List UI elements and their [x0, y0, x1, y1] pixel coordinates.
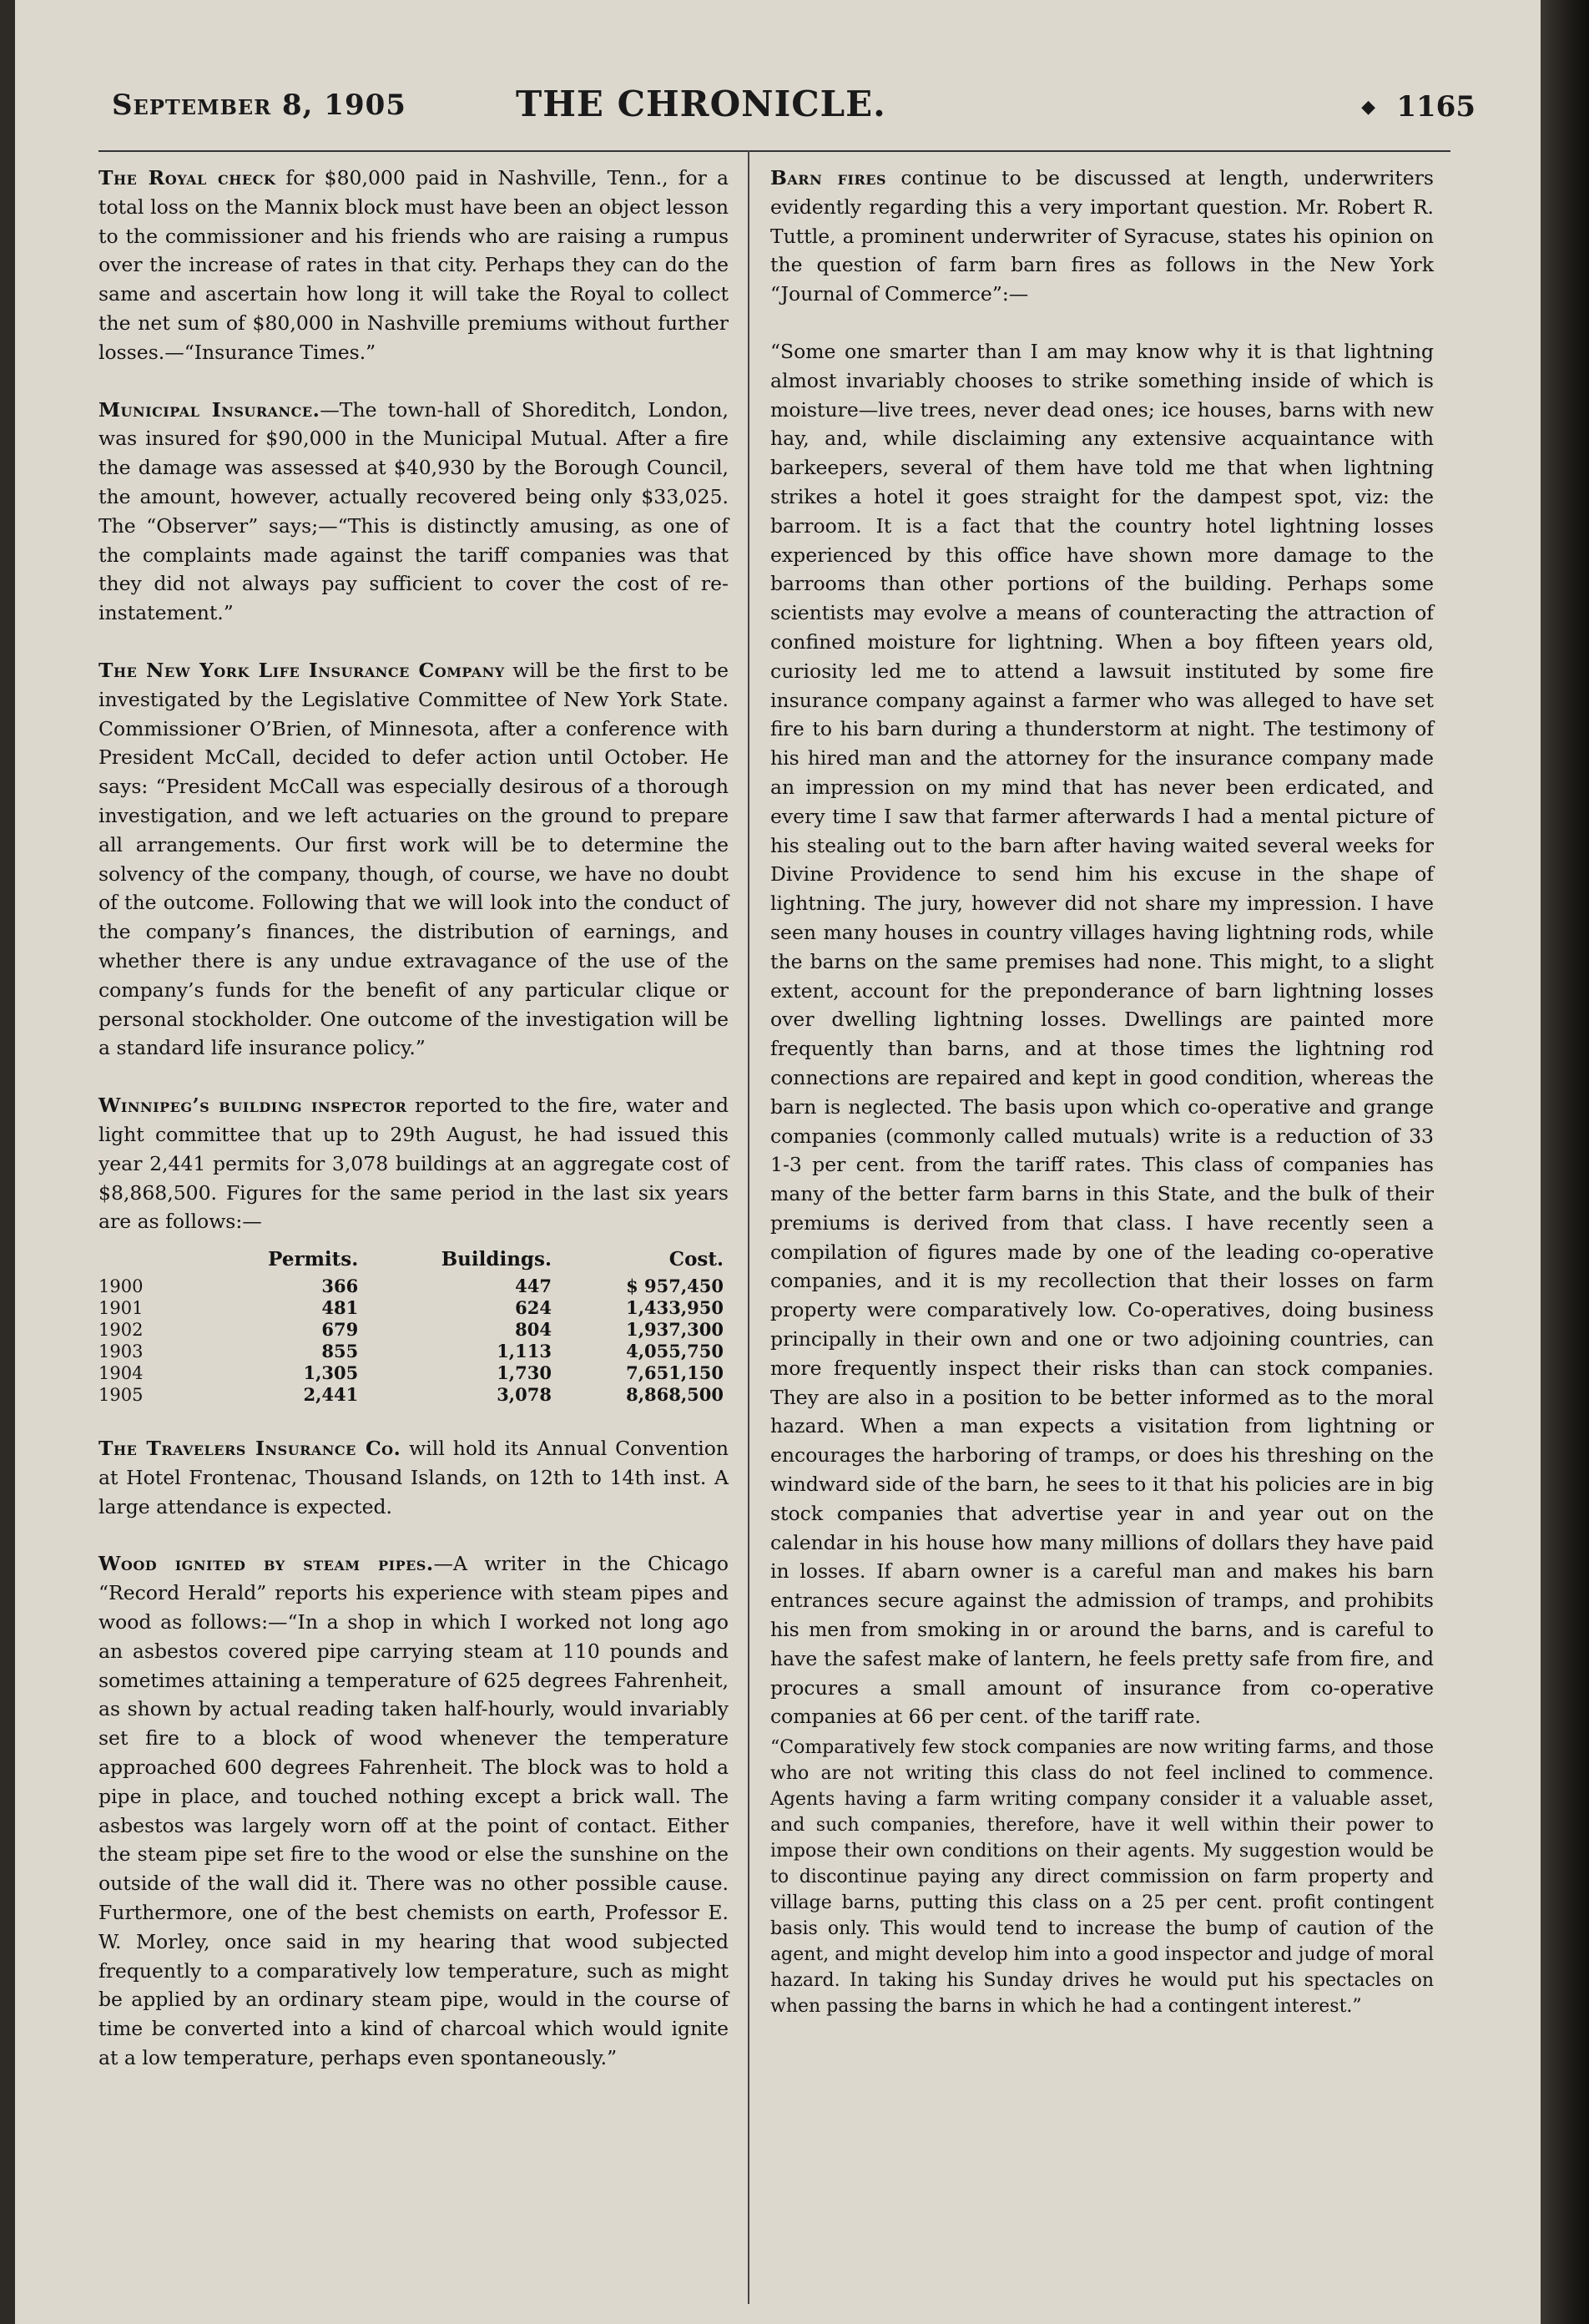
cost-cell: 7,651,150: [626, 1362, 724, 1384]
article-body: for $80,000 paid in Nashville, Tenn., for a total loss on the Mannix block must have been an object lesson to the commissioner and his friends who are raising a rumpus over the increase of rates in that city. Perhaps they can do the same and ascertain how long it will take the Royal to collect the net sum of $80,000 in Nashville premiums without further losses.—“Insurance Times.”: [98, 166, 729, 364]
cost-cell: 1,937,300: [626, 1319, 724, 1341]
barn-fires-quote-final: “Comparatively few stock companies are now writing farms, and those who are not writing this class do not feel inclined to commence. Agents having a farm writing company consider it a valuable asset, and such companies, therefore, have it well within their power to impose their own conditions on their agents. My suggestion would be to discontinue paying any direct commission on farm property and village barns, putting this class on a 25 per cent. profit contingent basis only. This would tend to increase the bump of caution of the agent, and might develop him into a good inspector and judge of moral hazard. In taking his Sunday drives he would put his spectacles on when passing the barns in which he had a contingent interest.”: [770, 1737, 1434, 2018]
cost-cell: 1,433,950: [626, 1297, 724, 1319]
buildings-header: Buildings.: [441, 1248, 552, 1271]
article-lead: Wood ignited by steam pipes.: [98, 1552, 434, 1576]
building-permits-table: [98, 1246, 729, 1406]
table-row: [98, 1319, 729, 1341]
article-lead: Winnipeg’s building inspector: [98, 1094, 407, 1118]
page-date: September 8, 1905: [112, 88, 406, 122]
year-cell: 1904: [98, 1363, 144, 1384]
article-body: —A writer in the Chicago “Record Herald” reports his experience with steam pipes and wood as follows:—“In a shop in which I worked not long ago an asbestos covered pipe carrying steam at 110 pounds and sometimes attaining a temperature of 625 degrees Fahrenheit, as shown by actual reading taken half-hourly, would invariably set fire to a block of wood whenever the temperature approached 600 degrees Fahrenheit. The block was to hold a pipe in place, and touched nothing except a brick wall. The asbestos was largely worn off at the point of contact. Either the steam pipe set fire to the wood or else the sunshine on the outside of the wall did it. There was no other possible cause. Furthermore, one of the best chemists on earth, Professor E. W. Morley, once said in my hearing that wood subjected frequently to a comparatively low temperature, such as might be applied by an ordinary steam pipe, would in the course of time be converted into a kind of charcoal which would ignite at a low temperature, perhaps even spontaneously.”: [98, 1552, 729, 2070]
newspaper-page: [15, 0, 1541, 2324]
table-row: [98, 1297, 729, 1319]
article-body: will hold its Annual Convention at Hotel Frontenac, Thousand Islands, on 12th to 14th inst. A large attendance is expected.: [98, 1437, 729, 1518]
table-row: [98, 1276, 729, 1297]
year-cell: 1900: [98, 1276, 144, 1297]
table-row: [98, 1362, 729, 1384]
cost-cell: 8,868,500: [626, 1384, 724, 1406]
buildings-cell: 624: [515, 1297, 552, 1319]
article-barn-fires: [770, 164, 1434, 309]
article-lead: The Travelers Insurance Co.: [98, 1437, 401, 1461]
article-lead: The Royal check: [98, 166, 276, 189]
ink-mark-icon: ◆: [1361, 97, 1375, 118]
book-binding-edge: [1541, 0, 1589, 2324]
permits-cell: 366: [321, 1276, 359, 1297]
year-header: [98, 1246, 204, 1276]
cost-cell: $ 957,450: [626, 1276, 724, 1297]
article-lead: Barn fires: [770, 166, 887, 189]
buildings-cell: 3,078: [497, 1384, 552, 1406]
year-cell: 1902: [98, 1320, 144, 1341]
article-royal-check: [98, 164, 729, 367]
page-header: [65, 80, 1476, 130]
permits-cell: 481: [321, 1297, 359, 1319]
buildings-cell: 1,730: [497, 1362, 552, 1384]
table-row: [98, 1341, 729, 1362]
table-header-row: [98, 1246, 729, 1276]
article-body: continue to be discussed at length, underwriters evidently regarding this a very important question. Mr. Robert R. Tuttle, a prominent underwriter of Syracuse, states his opinion on the question of farm barn fires as follows in the New York “Journal of Commerce”:—: [770, 166, 1434, 306]
buildings-cell: 447: [515, 1276, 552, 1297]
left-column: [98, 164, 729, 2101]
article-new-york-life: [98, 656, 729, 1063]
buildings-cell: 1,113: [497, 1341, 552, 1362]
page-number: 1165: [1396, 90, 1476, 124]
article-body: —The town-hall of Shoreditch, London, was insured for $90,000 in the Municipal Mutual. After a fire the damage was assessed at $40,930 by the Borough Council, the amount, however, actually recovered being only $33,025. The “Observer” says;—“This is distinctly amusing, as one of the complaints made against the tariff companies was that they did not always pay sufficient to cover the cost of re-instatement.”: [98, 397, 729, 625]
permits-cell: 679: [321, 1319, 359, 1341]
permits-cell: 2,441: [303, 1384, 359, 1406]
column-divider: [748, 150, 749, 2304]
cost-cell: 4,055,750: [626, 1341, 724, 1362]
right-column: [770, 164, 1434, 2048]
year-cell: 1903: [98, 1341, 144, 1362]
table-row: [98, 1384, 729, 1406]
article-body: will be the first to be investigated by the Legislative Committee of New York State. Commissioner O’Brien, of Minnesota, after a conference with President McCall, decided to defer action until October. He says: “President McCall was especially desirous of a thorough investigation, and we left actuaries on the ground to prepare all arrangements. Our first work will be to determine the solvency of the company, though, of course, we have no doubt of the outcome. Following that we will look into the conduct of the company’s finances, the distribution of earnings, and whether there is any undue extravagance of the use of the company’s funds for the benefit of any particular clique or personal stockholder. One outcome of the investigation will be a standard life insurance policy.”: [98, 658, 729, 1060]
article-lead: Municipal Insurance.: [98, 397, 320, 422]
masthead-title: THE CHRONICLE.: [516, 83, 886, 124]
article-municipal-insurance: [98, 396, 729, 628]
permits-cell: 1,305: [303, 1362, 359, 1384]
year-cell: 1901: [98, 1298, 144, 1319]
barn-fires-quote-continued: [770, 1735, 1434, 2019]
barn-fires-quote: “Some one smarter than I am may know why it is that lightning almost invariably chooses to strike something inside of which is moisture—live trees, never dead ones; ice houses, barns with new hay, and, while disclaiming any extensive acquaintance with barkeepers, several of them have told me that when lightning strikes a hotel it goes straight for the dampest spot, viz: the barroom. It is a fact that the country hotel lightning losses experienced by this office have shown more damage to the barrooms than other portions of the building. Perhaps some scientists may evolve a means of counteracting the attraction of confined moisture for lightning. When a boy fifteen years old, curiosity led me to attend a lawsuit instituted by some fire insurance company against a farmer who was alleged to have set fire to his barn during a thunderstorm at night. The testimony of his hired man and the attorney for the insurance company made an impression on my mind that has never been erdicated, and every time I saw that farmer afterwards I had a mental picture of his stealing out to the barn after having waited several weeks for Divine Providence to send him his excuse in the shape of lightning. The jury, however did not share my impression. I have seen many houses in country villages having lightning rods, while the barns on the same premises had none. This might, to a slight extent, account for the preponderance of barn lightning losses over dwelling lightning losses. Dwellings are painted more frequently than barns, and at those times the lightning rod connections are repaired and kept in good condition, whereas the barn is neglected. The basis upon which co-operative and grange companies (commonly called mutuals) write is a reduction of 33 1-3 per cent. from the tariff rates. This class of companies has many of the better farm barns in this State, and the bulk of their premiums is derived from that class. I have recently seen a compilation of figures made by one of the leading co-operative companies, and it is my recollection that their losses on farm property were comparatively low. Co-operatives, doing business principally in their own and one or two adjoining countries, can more frequently inspect their risks than can stock companies. They are also in a position to be better informed as to the moral hazard. When a man expects a visitation from lightning or encourages the harboring of tramps, or does his threshing on the windward side of the barn, he sees to it that his policies are in big stock companies that advertise year in and year out on the calendar in his house how many millions of dollars they have paid in losses. If abarn owner is a careful man and makes his barn entrances secure against the admission of tramps, and prohibits his men from smoking in or around the barns, and is careful to have the safest make of lantern, he feels pretty safe from fire, and procures a small amount of insurance from co-operative companies at 66 per cent. of the tariff rate.: [770, 339, 1434, 1729]
article-travelers: [98, 1434, 729, 1521]
article-winnipeg-inspector: [98, 1091, 729, 1236]
buildings-cell: 804: [515, 1319, 552, 1341]
year-cell: 1905: [98, 1385, 144, 1406]
article-wood-ignited: [98, 1549, 729, 2072]
cost-header: Cost.: [668, 1248, 724, 1271]
article-lead: The New York Life Insurance Company: [98, 658, 505, 682]
permits-cell: 855: [321, 1341, 359, 1362]
permits-header: Permits.: [268, 1248, 359, 1271]
header-rule: [98, 150, 1450, 152]
article-body: reported to the fire, water and light committee that up to 29th August, he had issued this year 2,441 permits for 3,078 buildings at an aggregate cost of $8,868,500. Figures for the same period in the last six years are as follows:—: [98, 1094, 729, 1234]
